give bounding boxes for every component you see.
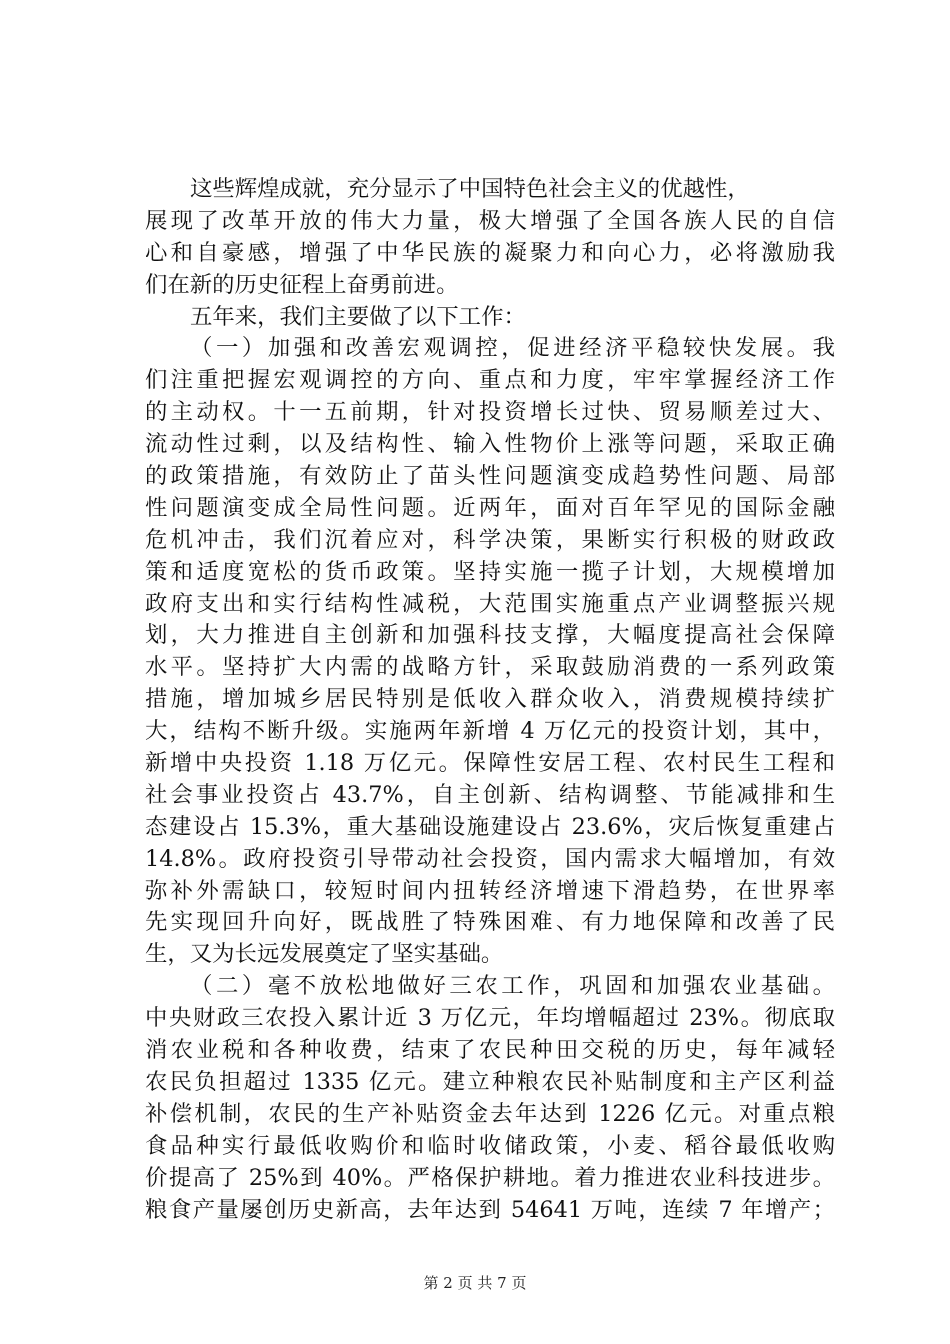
text-line: 流动性过剩，以及结构性、输入性物价上涨等问题，采取正确 [145,431,835,458]
text-line: 的政策措施，有效防止了苗头性问题演变成趋势性问题、局部 [145,463,835,490]
text-line: 先实现回升向好，既战胜了特殊困难、有力地保障和改善了民 [145,909,835,936]
text-line: 农民负担超过 1335 亿元。建立种粮农民补贴制度和主产区利益 [145,1068,835,1095]
text-line: 新增中央投资 1.18 万亿元。保障性安居工程、农村民生工程和 [145,750,835,777]
text-line: 态建设占 15.3%，重大基础设施建设占 23.6%，灾后恢复重建占 [145,813,835,840]
text-line: 中央财政三农投入累计近 3 万亿元，年均增幅超过 23%。彻底取 [145,1005,835,1032]
text-line: （一）加强和改善宏观调控，促进经济平稳较快发展。我 [190,335,835,362]
text-line: 策和适度宽松的货币政策。坚持实施一揽子计划，大规模增加 [145,558,835,585]
text-line: 心和自豪感，增强了中华民族的凝聚力和向心力，必将激励我 [145,239,835,266]
text-line: 这些辉煌成就，充分显示了中国特色社会主义的优越性， [190,176,750,202]
document-body [145,174,835,1226]
text-line: 们注重把握宏观调控的方向、重点和力度，牢牢掌握经济工作 [145,367,835,394]
text-line: 的主动权。十一五前期，针对投资增长过快、贸易顺差过大、 [145,399,835,426]
text-line: 划，大力推进自主创新和加强科技支撑，大幅度提高社会保障 [145,622,835,649]
text-line: 们在新的历史征程上奋勇前进。 [145,271,459,298]
text-line: 五年来，我们主要做了以下工作： [190,303,526,330]
text-line: 粮食产量屡创历史新高，去年达到 54641 万吨，连续 7 年增产； [145,1196,835,1223]
text-line: 水平。坚持扩大内需的战略方针，采取鼓励消费的一系列政策 [145,654,835,681]
text-line: 性问题演变成全局性问题。近两年，面对百年罕见的国际金融 [145,494,835,521]
text-line: 消农业税和各种收费，结束了农民种田交税的历史，每年减轻 [145,1037,835,1064]
text-line: 政府支出和实行结构性减税，大范围实施重点产业调整振兴规 [145,590,835,617]
text-line: 危机冲击，我们沉着应对，科学决策，果断实行积极的财政政 [145,526,835,553]
text-line: 展现了改革开放的伟大力量，极大增强了全国各族人民的自信 [145,207,835,234]
text-line: 食品种实行最低收购价和临时收储政策，小麦、稻谷最低收购 [145,1132,835,1159]
page-number-label: 第 2 页 共 7 页 [423,1274,527,1292]
text-line: 大，结构不断升级。实施两年新增 4 万亿元的投资计划，其中， [145,718,835,745]
text-line: 价提高了 25%到 40%。严格保护耕地。着力推进农业科技进步。 [145,1164,835,1191]
text-line: 措施，增加城乡居民特别是低收入群众收入，消费规模持续扩 [145,686,835,713]
text-line: 14.8%。政府投资引导带动社会投资，国内需求大幅增加，有效 [145,845,835,872]
text-line: 社会事业投资占 43.7%，自主创新、结构调整、节能减排和生 [145,781,835,808]
text-line: 补偿机制，农民的生产补贴资金去年达到 1226 亿元。对重点粮 [145,1100,835,1127]
text-line: （二）毫不放松地做好三农工作，巩固和加强农业基础。 [190,973,835,1000]
text-line: 弥补外需缺口，较短时间内扭转经济增速下滑趋势，在世界率 [145,877,835,904]
page-footer [0,1272,950,1293]
text-line: 生，又为长远发展奠定了坚实基础。 [145,941,504,968]
